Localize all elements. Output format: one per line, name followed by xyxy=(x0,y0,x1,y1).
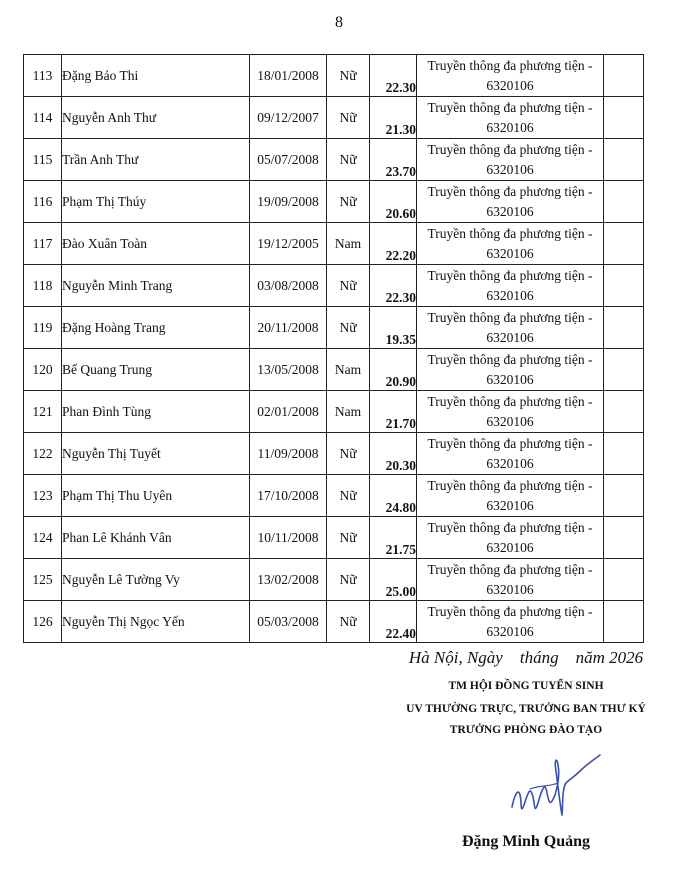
admission-score: 23.70 xyxy=(370,139,417,181)
major-code: 6320106 xyxy=(486,77,534,93)
birth-date: 19/09/2008 xyxy=(250,181,327,223)
student-name: Nguyễn Thị Ngọc Yến xyxy=(62,601,250,643)
row-number: 118 xyxy=(24,265,62,307)
row-number: 125 xyxy=(24,559,62,601)
admission-score: 20.60 xyxy=(370,181,417,223)
table-row xyxy=(24,391,644,433)
admission-score: 19.35 xyxy=(370,307,417,349)
student-name: Đặng Hoàng Trang xyxy=(62,307,250,349)
admission-list-table xyxy=(23,54,644,643)
major-name: Truyền thông đa phương tiện - xyxy=(427,57,593,73)
table-row xyxy=(24,139,644,181)
note-cell xyxy=(604,559,644,601)
student-name: Trần Anh Thư xyxy=(62,139,250,181)
major-code: 6320106 xyxy=(486,371,534,387)
table-row xyxy=(24,307,644,349)
birth-date: 20/11/2008 xyxy=(250,307,327,349)
signer-position-1: UV THƯỜNG TRỰC, TRƯỞNG BAN THƯ KÝ xyxy=(406,703,646,715)
row-number: 122 xyxy=(24,433,62,475)
major-code: 6320106 xyxy=(486,329,534,345)
student-name: Đào Xuân Toàn xyxy=(62,223,250,265)
note-cell xyxy=(604,307,644,349)
admission-score: 20.90 xyxy=(370,349,417,391)
note-cell xyxy=(604,55,644,97)
gender: Nữ xyxy=(327,181,370,223)
major-code: 6320106 xyxy=(486,161,534,177)
major xyxy=(417,223,604,265)
student-name: Phạm Thị Thúy xyxy=(62,181,250,223)
major-name: Truyền thông đa phương tiện - xyxy=(427,309,593,325)
row-number: 117 xyxy=(24,223,62,265)
admission-score: 22.30 xyxy=(370,55,417,97)
gender: Nữ xyxy=(327,475,370,517)
row-number: 115 xyxy=(24,139,62,181)
gender: Nam xyxy=(327,349,370,391)
table-row xyxy=(24,97,644,139)
birth-date: 02/01/2008 xyxy=(250,391,327,433)
gender: Nữ xyxy=(327,307,370,349)
table-row xyxy=(24,475,644,517)
birth-date: 19/12/2005 xyxy=(250,223,327,265)
date-line: Hà Nội, Ngày tháng năm 2026 xyxy=(408,648,644,667)
table-row xyxy=(24,559,644,601)
birth-date: 10/11/2008 xyxy=(250,517,327,559)
major-code: 6320106 xyxy=(486,203,534,219)
row-number: 121 xyxy=(24,391,62,433)
row-number: 126 xyxy=(24,601,62,643)
major xyxy=(417,349,604,391)
gender: Nữ xyxy=(327,601,370,643)
major xyxy=(417,265,604,307)
major-name: Truyền thông đa phương tiện - xyxy=(427,603,593,619)
birth-date: 09/12/2007 xyxy=(250,97,327,139)
major-name: Truyền thông đa phương tiện - xyxy=(427,561,593,577)
admission-score: 22.20 xyxy=(370,223,417,265)
major-code: 6320106 xyxy=(486,119,534,135)
row-number: 120 xyxy=(24,349,62,391)
major-code: 6320106 xyxy=(486,623,534,639)
admission-score: 22.40 xyxy=(370,601,417,643)
note-cell xyxy=(604,265,644,307)
student-name: Phạm Thị Thu Uyên xyxy=(62,475,250,517)
major-name: Truyền thông đa phương tiện - xyxy=(427,477,593,493)
major xyxy=(417,391,604,433)
birth-date: 13/02/2008 xyxy=(250,559,327,601)
gender: Nam xyxy=(327,391,370,433)
major xyxy=(417,601,604,643)
major-name: Truyền thông đa phương tiện - xyxy=(427,141,593,157)
major-name: Truyền thông đa phương tiện - xyxy=(427,519,593,535)
table-row xyxy=(24,601,644,643)
birth-date: 13/05/2008 xyxy=(250,349,327,391)
note-cell xyxy=(604,391,644,433)
birth-date: 05/07/2008 xyxy=(250,139,327,181)
gender: Nữ xyxy=(327,97,370,139)
major-code: 6320106 xyxy=(486,287,534,303)
student-name: Nguyễn Minh Trang xyxy=(62,265,250,307)
student-name: Nguyễn Thị Tuyết xyxy=(62,433,250,475)
major-name: Truyền thông đa phương tiện - xyxy=(427,351,593,367)
table-row xyxy=(24,55,644,97)
table-row xyxy=(24,265,644,307)
gender: Nữ xyxy=(327,559,370,601)
student-name: Đặng Bảo Thi xyxy=(62,55,250,97)
student-name: Phan Lê Khánh Vân xyxy=(62,517,250,559)
admission-score: 21.30 xyxy=(370,97,417,139)
birth-date: 03/08/2008 xyxy=(250,265,327,307)
major-name: Truyền thông đa phương tiện - xyxy=(427,435,593,451)
major-code: 6320106 xyxy=(486,539,534,555)
major-code: 6320106 xyxy=(486,581,534,597)
gender: Nữ xyxy=(327,433,370,475)
birth-date: 11/09/2008 xyxy=(250,433,327,475)
major-name: Truyền thông đa phương tiện - xyxy=(427,183,593,199)
note-cell xyxy=(604,475,644,517)
signer-position-2: TRƯỞNG PHÒNG ĐÀO TẠO xyxy=(449,724,603,736)
row-number: 119 xyxy=(24,307,62,349)
note-cell xyxy=(604,433,644,475)
major xyxy=(417,97,604,139)
handwritten-signature xyxy=(500,745,610,830)
major-name: Truyền thông đa phương tiện - xyxy=(427,99,593,115)
row-number: 113 xyxy=(24,55,62,97)
major-code: 6320106 xyxy=(486,245,534,261)
birth-date: 17/10/2008 xyxy=(250,475,327,517)
note-cell xyxy=(604,181,644,223)
row-number: 123 xyxy=(24,475,62,517)
row-number: 124 xyxy=(24,517,62,559)
page-number: 8 xyxy=(335,14,343,31)
birth-date: 05/03/2008 xyxy=(250,601,327,643)
note-cell xyxy=(604,139,644,181)
major xyxy=(417,433,604,475)
gender: Nữ xyxy=(327,517,370,559)
table-row xyxy=(24,433,644,475)
major xyxy=(417,181,604,223)
council-title: TM HỘI ĐỒNG TUYỂN SINH xyxy=(448,680,604,692)
major xyxy=(417,139,604,181)
note-cell xyxy=(604,223,644,265)
birth-date: 18/01/2008 xyxy=(250,55,327,97)
gender: Nữ xyxy=(327,139,370,181)
major-code: 6320106 xyxy=(486,497,534,513)
table-row xyxy=(24,349,644,391)
student-name: Nguyễn Lê Tường Vy xyxy=(62,559,250,601)
student-name: Nguyễn Anh Thư xyxy=(62,97,250,139)
major-name: Truyền thông đa phương tiện - xyxy=(427,267,593,283)
note-cell xyxy=(604,97,644,139)
major xyxy=(417,307,604,349)
table-row xyxy=(24,223,644,265)
gender: Nam xyxy=(327,223,370,265)
row-number: 114 xyxy=(24,97,62,139)
signer-name: Đặng Minh Quảng xyxy=(461,833,591,850)
admission-score: 25.00 xyxy=(370,559,417,601)
table-row xyxy=(24,517,644,559)
student-name: Phan Đình Tùng xyxy=(62,391,250,433)
major-code: 6320106 xyxy=(486,413,534,429)
admission-score: 24.80 xyxy=(370,475,417,517)
row-number: 116 xyxy=(24,181,62,223)
note-cell xyxy=(604,349,644,391)
admission-score: 22.30 xyxy=(370,265,417,307)
major xyxy=(417,517,604,559)
major xyxy=(417,55,604,97)
note-cell xyxy=(604,601,644,643)
major xyxy=(417,475,604,517)
major-name: Truyền thông đa phương tiện - xyxy=(427,225,593,241)
table-row xyxy=(24,181,644,223)
major xyxy=(417,559,604,601)
major-code: 6320106 xyxy=(486,455,534,471)
admission-score: 20.30 xyxy=(370,433,417,475)
student-name: Bế Quang Trung xyxy=(62,349,250,391)
gender: Nữ xyxy=(327,265,370,307)
admission-score: 21.70 xyxy=(370,391,417,433)
note-cell xyxy=(604,517,644,559)
admission-score: 21.75 xyxy=(370,517,417,559)
major-name: Truyền thông đa phương tiện - xyxy=(427,393,593,409)
gender: Nữ xyxy=(327,55,370,97)
